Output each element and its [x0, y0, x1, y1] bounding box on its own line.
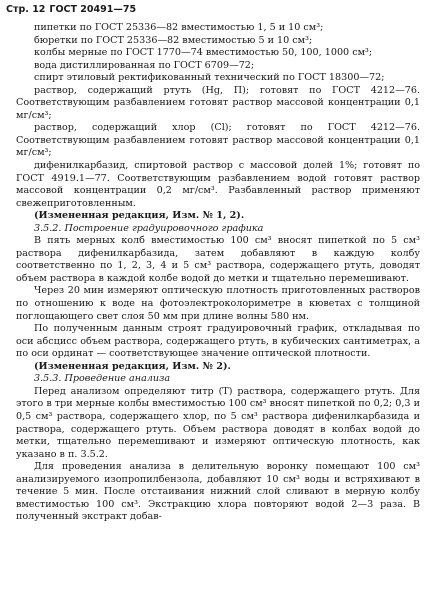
- list-item: спирт этиловый ректификованный технический по ГОСТ 18300—72;: [34, 72, 385, 84]
- list-item: вода дистиллированная по ГОСТ 6709—72;: [34, 59, 255, 71]
- document-body: [16, 22, 420, 524]
- page-header: [6, 4, 140, 15]
- page-number: Стр. 12: [6, 4, 46, 15]
- revision-note: (Измененная редакция, Изм. № 1, 2).: [34, 210, 245, 222]
- paragraph: Перед анализом определяют титр (Т) раствора, содержащего ртуть. Для этого в три мерные колбы вместимостью 100 см³ вносят пипеткой по 0,2; 0,3 и 0,5 см³ раствора, содержащего хлор, по 5 см³ раствора дифенилкарбазида и раствора, содержащего ртуть. Объем раствора доводят в колбах водой до метки, тщательно перемешивают и измеряют оптическую плотность, как указано в п. 3.5.2.: [16, 385, 420, 460]
- section-heading: 3.5.2. Построение градуировочного графика: [34, 222, 264, 234]
- list-item: раствор, содержащий ртуть (Hg, П); готовят по ГОСТ 4212—76. Соответствующим разбавлением готовят раствор массовой концентрации 0,1 мг/см³;: [16, 84, 420, 121]
- paragraph: Через 20 мин измеряют оптическую плотность приготовленных растворов по отношению к воде на фотоэлектроколориметре в кюветах с толщиной поглощающего свет слоя 50 мм при длине волны 580 нм.: [16, 285, 420, 322]
- list-item: пипетки по ГОСТ 25336—82 вместимостью 1, 5 и 10 см³;: [34, 22, 324, 33]
- paragraph: По полученным данным строят градуировочный график, откладывая по оси абсцисс объем раствора, содержащего ртуть, в кубических сантиметрах, а по оси ординат — соответствующее значение оптической плотности.: [16, 323, 420, 360]
- standard-number: ГОСТ 20491—75: [49, 4, 137, 15]
- revision-note: (Измененная редакция, Изм. № 2).: [34, 360, 231, 372]
- list-item: бюретки по ГОСТ 25336—82 вместимостью 5 и 10 см³;: [34, 34, 313, 46]
- paragraph: В пять мерных колб вместимостью 100 см³ вносят пипеткой по 5 см³ раствора дифенилкарбазида, затем добавляют в каждую колбу соответственно по 1, 2, 3, 4 и 5 см³ раствора, содержащего ртуть, доводят объем раствора в каждой колбе водой до метки и тщательно перемешивают.: [16, 235, 420, 284]
- list-item: раствор, содержащий хлор (Cl); готовят по ГОСТ 4212—76. Соответствующим разбавлением готовят раствор массовой концентрации 0,1 мг/см³;: [16, 122, 420, 159]
- list-item: дифенилкарбазид, спиртовой раствор с массовой долей 1%; готовят по ГОСТ 4919.1—77. Соответствующим разбавлением водой готовят раствор массовой концентрации 0,2 мг/см³. Разбавленный раствор применяют свежеприготовленным.: [16, 160, 420, 209]
- paragraph: Для проведения анализа в делительную воронку помещают 100 см³ анализируемого изопропилбензола, добавляют 10 см³ воды и встряхивают в течение 5 мин. После отстаивания нижний слой сливают в мерную колбу вместимостью 100 см³. Экстракцию хлора повторяют водой 2—3 раза. В полученный экстракт добав-: [16, 461, 420, 523]
- section-heading: 3.5.3. Проведение анализа: [34, 373, 171, 385]
- list-item: колбы мерные по ГОСТ 1770—74 вместимостью 50, 100, 1000 см³;: [34, 47, 373, 59]
